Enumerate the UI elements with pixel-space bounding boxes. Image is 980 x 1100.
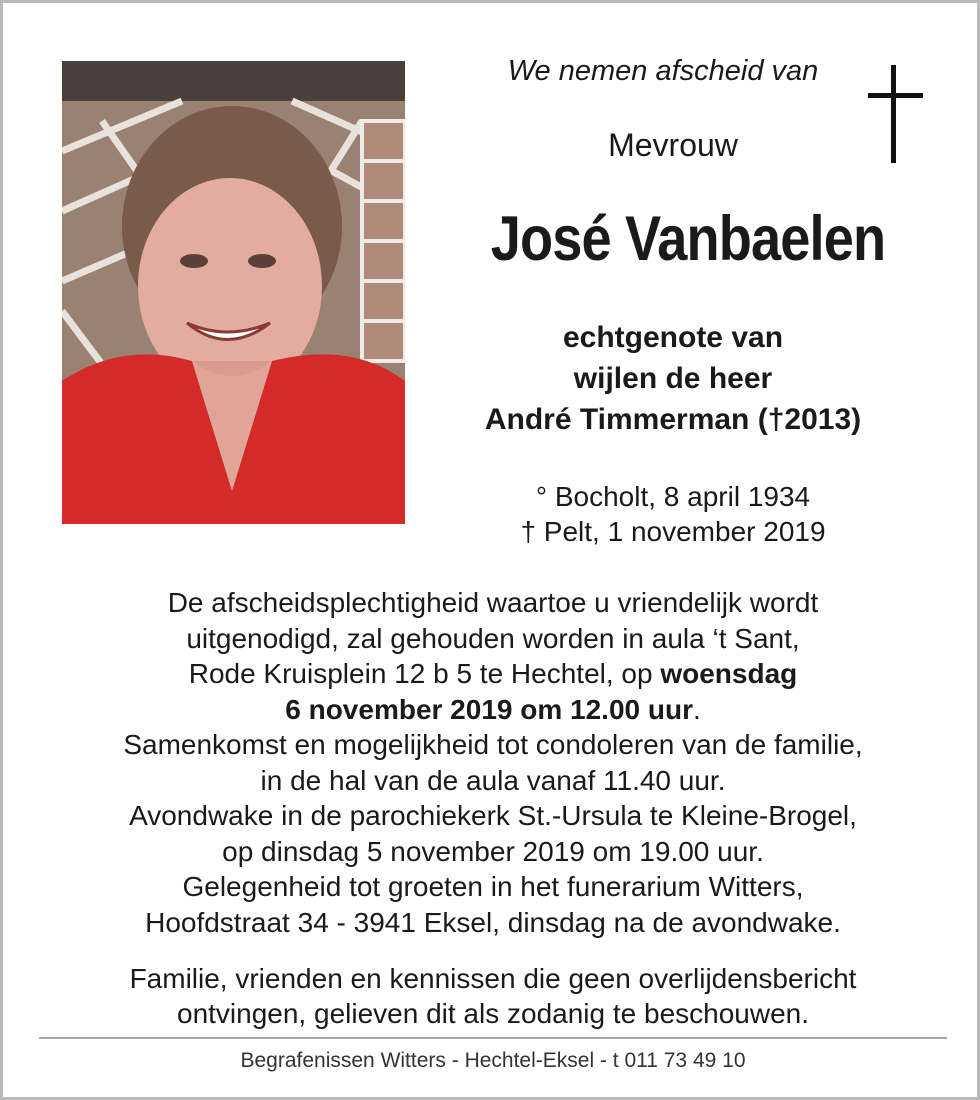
ceremony-period: .: [692, 693, 701, 725]
birth-date: ° Bocholt, 8 april 1934: [535, 481, 811, 512]
spouse-line: wijlen de heer: [573, 362, 773, 395]
ceremony-line: De afscheidsplechtigheid waartoe u vriendelijk wordt: [167, 587, 819, 618]
death-date: † Pelt, 1 november 2019: [520, 516, 826, 547]
portrait-illustration: [62, 61, 405, 524]
deceased-name: José Vanbaelen: [490, 204, 886, 274]
ceremony-datetime: 6 november 2019 om 12.00 uur: [285, 693, 693, 725]
ceremony-line: Gelegenheid tot groeten in het funerarium Witters,: [182, 871, 804, 902]
ceremony-line: [43, 692, 943, 728]
funeral-home-footer: Begrafenissen Witters - Hechtel-Eksel - t 011 73 49 10: [240, 1049, 746, 1072]
ceremony-line: op dinsdag 5 november 2019 om 19.00 uur.: [222, 835, 764, 867]
portrait-photo: [62, 61, 405, 524]
cross-icon: [865, 65, 925, 163]
divider: [39, 1037, 947, 1039]
ceremony-line: Samenkomst en mogelijkheid tot condoleren van de familie,: [123, 729, 863, 760]
spouse-block: [423, 317, 923, 440]
spouse-line: echtgenote van: [562, 321, 784, 354]
intro-text: We nemen afscheid van: [507, 55, 819, 87]
spouse-line: André Timmerman (†2013): [484, 403, 862, 436]
ceremony-line: in de hal van de aula vanaf 11.40 uur.: [260, 764, 726, 796]
life-dates: [463, 479, 883, 549]
ceremony-day: woensdag: [660, 658, 798, 689]
ceremony-line: Hoofdstraat 34 - 3941 Eksel, dinsdag na de avondwake.: [145, 906, 841, 938]
closing-line: ontvingen, gelieven dit als zodanig te beschouwen.: [177, 998, 809, 1029]
closing-line: Familie, vrienden en kennissen die geen overlijdensbericht: [129, 963, 857, 994]
ceremony-line: uitgenodigd, zal gehouden worden in aula ‘t Sant,: [186, 622, 800, 654]
ceremony-details: [43, 585, 943, 940]
closing-note: [43, 961, 943, 1031]
ceremony-line: [43, 656, 943, 692]
ceremony-location: Rode Kruisplein 12 b 5 te Hechtel, op: [188, 658, 661, 689]
honorific: Mevrouw: [608, 127, 738, 163]
ceremony-line: Avondwake in de parochiekerk St.-Ursula te Kleine-Brogel,: [129, 800, 857, 831]
